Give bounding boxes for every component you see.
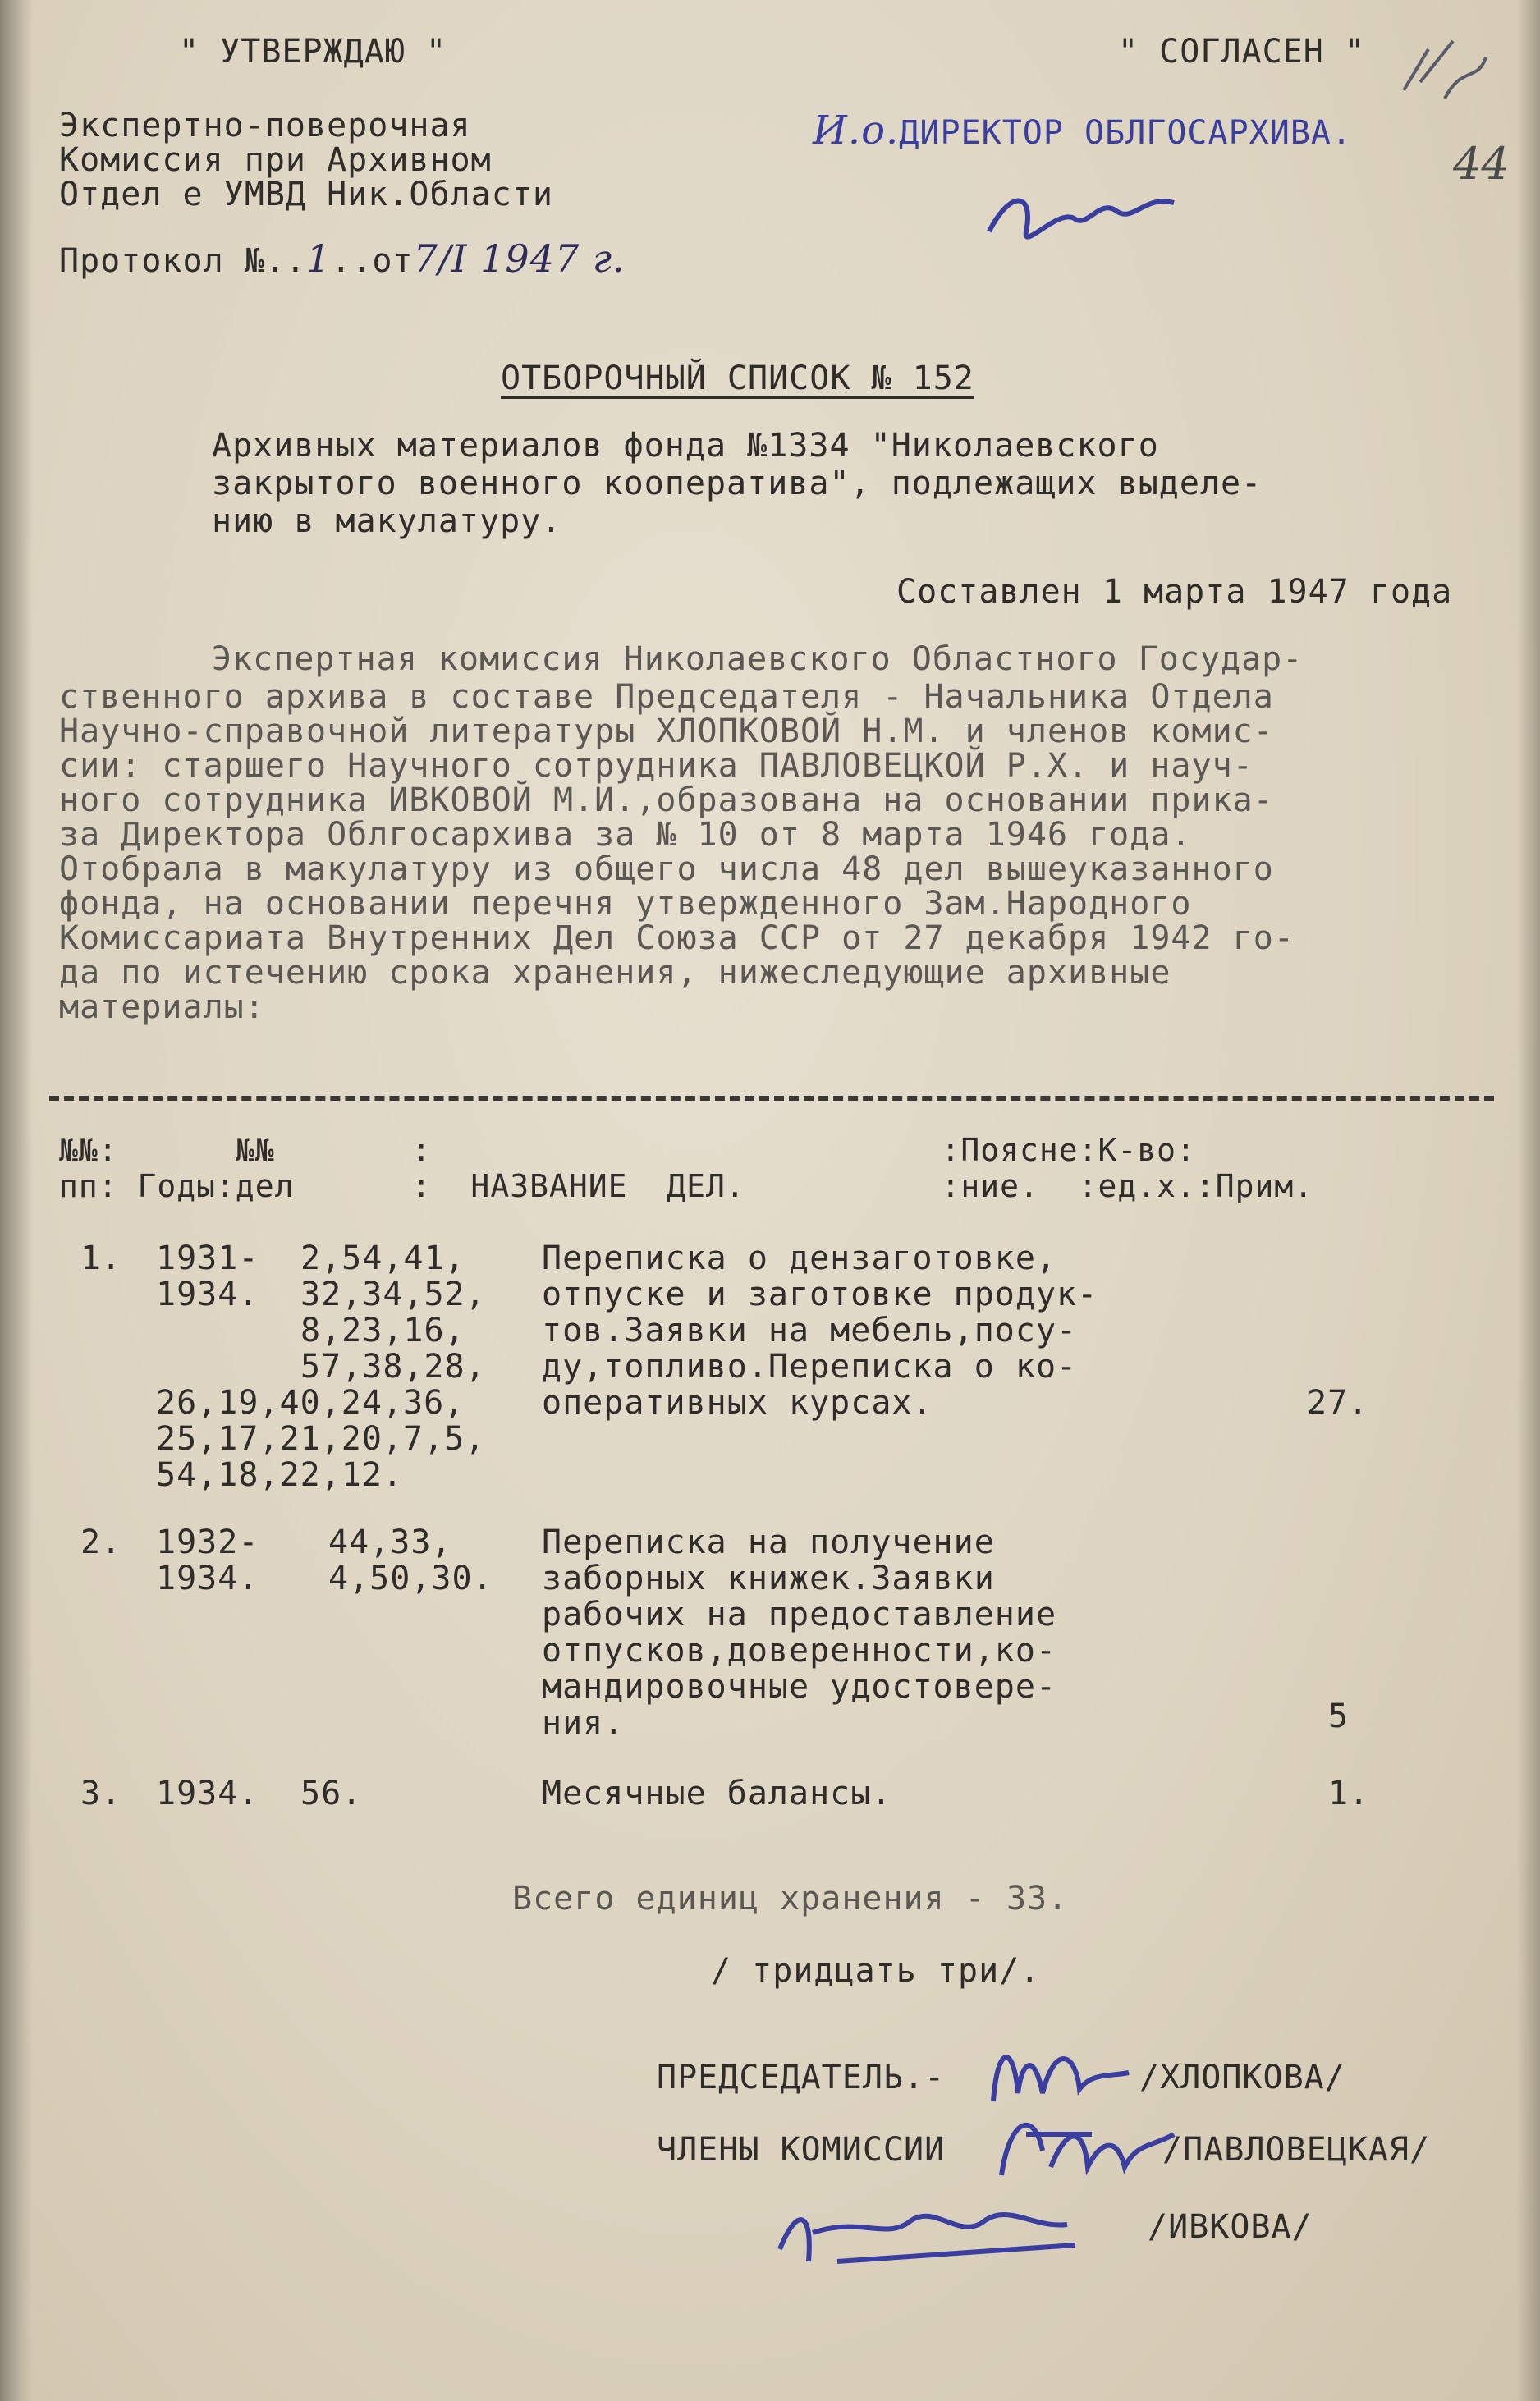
director-line bbox=[813, 108, 1353, 153]
compiled-date: Составлен 1 марта 1947 года bbox=[896, 573, 1453, 611]
page-shadow-left bbox=[0, 0, 33, 2401]
members-label: ЧЛЕНЫ КОМИССИИ bbox=[657, 2131, 946, 2169]
subtitle-line-3: нию в макулатуру. bbox=[212, 502, 562, 540]
commission-line-1: Экспертно-поверочная bbox=[59, 107, 471, 144]
body-line-5: ного сотрудника ИВКОВОЙ М.И.,образована на основании прика- bbox=[59, 781, 1274, 819]
body-line-6: за Директора Облгосархива за № 10 от 8 марта 1946 года. bbox=[59, 816, 1192, 854]
member-1-signature bbox=[993, 2101, 1182, 2192]
row-title: Переписка о дензаготовке, bbox=[542, 1239, 1057, 1277]
body-line-10: да по истечению срока хранения, нижеследующие архивные bbox=[59, 954, 1171, 992]
protocol-number: 1 bbox=[305, 236, 332, 281]
row-files: 54,18,22,12. bbox=[156, 1456, 403, 1494]
row-count: 27. bbox=[1307, 1384, 1369, 1422]
row-files: 25,17,21,20,7,5, bbox=[156, 1420, 486, 1458]
row-files: 57,38,28, bbox=[300, 1348, 486, 1386]
director-title: ДИРЕКТОР ОБЛГОСАРХИВА. bbox=[899, 114, 1353, 152]
row-years: 1932- bbox=[156, 1524, 259, 1561]
commission-line-2: Комиссия при Архивном bbox=[59, 141, 492, 179]
row-title: ду,топливо.Переписка о ко- bbox=[542, 1348, 1078, 1386]
row-files: 44,33, bbox=[328, 1524, 452, 1561]
page-shadow-right bbox=[1517, 0, 1540, 2401]
row-files: 56. bbox=[300, 1775, 363, 1812]
row-files: 4,50,30. bbox=[328, 1560, 493, 1597]
protocol-of: ..от bbox=[331, 242, 414, 280]
agreed-label: " СОГЛАСЕН " bbox=[1118, 33, 1365, 71]
row-number: 3. bbox=[80, 1775, 122, 1812]
member-2-name: /ИВКОВА/ bbox=[1148, 2208, 1313, 2246]
row-count: 1. bbox=[1328, 1775, 1370, 1812]
total-units: Всего единиц хранения - 33. bbox=[512, 1880, 1069, 1918]
document-title: ОТБОРОЧНЫЙ СПИСОК № 152 bbox=[501, 360, 974, 397]
row-title: рабочих на предоставление bbox=[542, 1596, 1057, 1634]
director-signature bbox=[977, 174, 1190, 264]
row-files: 32,34,52, bbox=[300, 1276, 486, 1313]
body-line-9: Комиссариата Внутренних Дел Союза ССР от 27 декабря 1942 го- bbox=[59, 919, 1295, 957]
table-header-row-1: №№: №№ : :Поясне:К-во: bbox=[59, 1132, 1196, 1168]
row-number: 1. bbox=[80, 1239, 122, 1277]
protocol-label: Протокол №.. bbox=[59, 242, 306, 280]
subtitle-line-2: закрытого военного кооператива", подлежащих выделе- bbox=[212, 465, 1263, 502]
body-line-4: сии: старшего Научного сотрудника ПАВЛОВЕЦКОЙ Р.Х. и науч- bbox=[59, 747, 1254, 785]
protocol-line bbox=[59, 236, 626, 281]
protocol-date: 7/I 1947 г. bbox=[413, 236, 626, 281]
row-title: заборных книжек.Заявки bbox=[542, 1560, 995, 1597]
chairman-name: /ХЛОПКОВА/ bbox=[1139, 2059, 1345, 2096]
subtitle-line-1: Архивных материалов фонда №1334 "Николаевского bbox=[212, 427, 1159, 465]
row-files: 26,19,40,24,36, bbox=[156, 1384, 465, 1422]
member-2-signature bbox=[763, 2183, 1092, 2274]
row-count: 5 bbox=[1328, 1698, 1350, 1735]
row-title: Переписка на получение bbox=[542, 1524, 995, 1561]
director-prefix: И.о. bbox=[813, 108, 900, 153]
approve-label: " УТВЕРЖДАЮ " bbox=[179, 33, 447, 71]
row-title: тов.Заявки на мебель,посу- bbox=[542, 1312, 1078, 1349]
row-files: 2,54,41, bbox=[300, 1239, 465, 1277]
body-line-1: Экспертная комиссия Николаевского Областного Государ- bbox=[212, 640, 1304, 678]
corner-pencil-mark bbox=[1396, 33, 1494, 115]
row-files: 8,23,16, bbox=[300, 1312, 465, 1349]
row-title: мандировочные удостовере- bbox=[542, 1668, 1057, 1706]
row-title: оперативных курсах. bbox=[542, 1384, 933, 1422]
body-line-11: материалы: bbox=[59, 988, 265, 1026]
table-separator bbox=[49, 1096, 1494, 1101]
row-years: 1931- bbox=[156, 1239, 259, 1277]
row-title: отпуске и заготовке продук- bbox=[542, 1276, 1098, 1313]
row-title: Месячные балансы. bbox=[542, 1775, 892, 1812]
body-line-7: Отобрала в макулатуру из общего числа 48 дел вышеуказанного bbox=[59, 850, 1274, 888]
member-1-name: /ПАВЛОВЕЦКАЯ/ bbox=[1162, 2131, 1431, 2169]
row-years: 1934. bbox=[156, 1775, 259, 1812]
row-years: 1934. bbox=[156, 1276, 259, 1313]
corner-page-number: 44 bbox=[1453, 138, 1510, 190]
row-title: отпусков,доверенности,ко- bbox=[542, 1632, 1057, 1670]
row-title: ния. bbox=[542, 1704, 625, 1742]
total-in-words: / тридцать три/. bbox=[711, 1952, 1041, 1990]
body-line-2: ственного архива в составе Председателя - Начальника Отдела bbox=[59, 678, 1274, 716]
row-number: 2. bbox=[80, 1524, 122, 1561]
table-header-row-2: пп: Годы:дел : НАЗВАНИЕ ДЕЛ. :ние. :ед.х.:Прим. bbox=[59, 1168, 1314, 1204]
row-years: 1934. bbox=[156, 1560, 259, 1597]
chairman-label: ПРЕДСЕДАТЕЛЬ.- bbox=[657, 2059, 946, 2096]
commission-line-3: Отдел е УМВД Ник.Области bbox=[59, 176, 553, 213]
body-line-8: фонда, на основании перечня утвержденного Зам.Народного bbox=[59, 885, 1192, 923]
body-line-3: Научно-справочной литературы ХЛОПКОВОЙ Н.М. и членов комис- bbox=[59, 713, 1274, 750]
